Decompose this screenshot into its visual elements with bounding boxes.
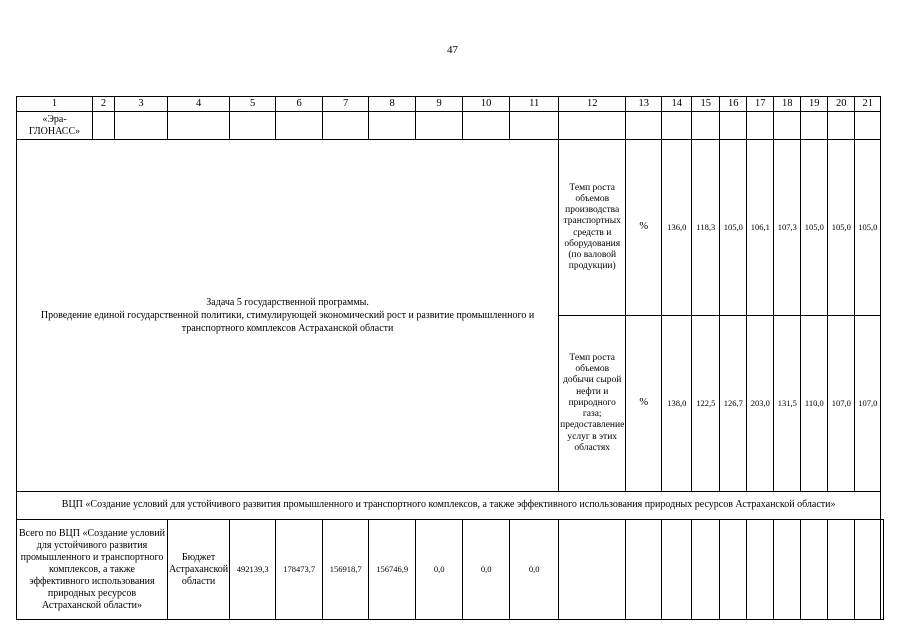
header-row xyxy=(17,97,884,112)
indicator-value: 118,3 xyxy=(692,140,720,316)
column-number: 9 xyxy=(416,97,463,112)
indicator-value: 107,3 xyxy=(774,140,801,316)
column-number: 19 xyxy=(801,97,828,112)
indicator-value: 203,0 xyxy=(747,316,774,492)
funding-value: 492139,3 xyxy=(230,520,276,620)
column-number: 7 xyxy=(323,97,369,112)
column-number: 14 xyxy=(662,97,692,112)
column-number: 21 xyxy=(855,97,881,112)
indicator-value: 126,7 xyxy=(720,316,747,492)
vcp-title: ВЦП «Создание условий для устойчивого развития промышленного и транспортного комплексов, а также эффективного использования природных ресурсов Астраханской области» xyxy=(17,492,881,520)
column-number: 12 xyxy=(559,97,626,112)
indicator-unit: % xyxy=(626,316,662,492)
funding-value: 0,0 xyxy=(463,520,510,620)
total-label: Всего по ВЦП «Создание условий для устойчивого развития промышленного и транспортного комплексов, а также эффективного использования природных ресурсов Астраханской области» xyxy=(17,520,168,620)
indicator-value: 136,0 xyxy=(662,140,692,316)
indicator-name: Темп роста объемов добычи сырой нефти и природного газа; предоставление услуг в этих областях xyxy=(559,316,626,492)
program-table xyxy=(16,96,884,620)
indicator-value: 106,1 xyxy=(747,140,774,316)
column-number: 17 xyxy=(747,97,774,112)
era-glonass-cell: «Эра-ГЛОНАСС» xyxy=(17,112,93,140)
funding-source: Бюджет Астраханской области xyxy=(168,520,230,620)
indicator-name: Темп роста объемов производства транспортных средств и оборудования (по валовой продукции) xyxy=(559,140,626,316)
funding-value: 0,0 xyxy=(416,520,463,620)
indicator-value: 105,0 xyxy=(855,140,881,316)
vcp-title-row xyxy=(17,492,884,520)
column-number: 13 xyxy=(626,97,662,112)
indicator-value: 138,0 xyxy=(662,316,692,492)
funding-value: 178473,7 xyxy=(276,520,323,620)
column-number: 4 xyxy=(168,97,230,112)
page-number: 47 xyxy=(447,44,458,56)
indicator-value: 107,0 xyxy=(828,316,855,492)
indicator-value: 105,0 xyxy=(720,140,747,316)
column-number: 1 xyxy=(17,97,93,112)
column-number: 2 xyxy=(93,97,115,112)
column-number: 18 xyxy=(774,97,801,112)
task-5-description xyxy=(17,140,559,492)
indicator-value: 131,5 xyxy=(774,316,801,492)
funding-value: 156918,7 xyxy=(323,520,369,620)
column-number: 16 xyxy=(720,97,747,112)
era-glonass-row xyxy=(17,112,884,140)
funding-value: 0,0 xyxy=(510,520,559,620)
column-number: 5 xyxy=(230,97,276,112)
column-number: 6 xyxy=(276,97,323,112)
total-row xyxy=(17,520,884,620)
indicator-value: 105,0 xyxy=(801,140,828,316)
column-number: 15 xyxy=(692,97,720,112)
indicator-value: 107,0 xyxy=(855,316,881,492)
indicator-value: 105,0 xyxy=(828,140,855,316)
column-number: 10 xyxy=(463,97,510,112)
indicator-row xyxy=(17,140,884,316)
indicator-value: 110,0 xyxy=(801,316,828,492)
funding-value: 156746,9 xyxy=(369,520,416,620)
indicator-value: 122,5 xyxy=(692,316,720,492)
column-number: 20 xyxy=(828,97,855,112)
column-number: 3 xyxy=(115,97,168,112)
task-5-text: Задача 5 государственной программы. Проведение единой государственной политики, стимулирующей экономический рост и развитие промышленного и транспортного комплексов Астраханской области xyxy=(40,297,535,334)
column-number: 8 xyxy=(369,97,416,112)
column-number: 11 xyxy=(510,97,559,112)
indicator-unit: % xyxy=(626,140,662,316)
